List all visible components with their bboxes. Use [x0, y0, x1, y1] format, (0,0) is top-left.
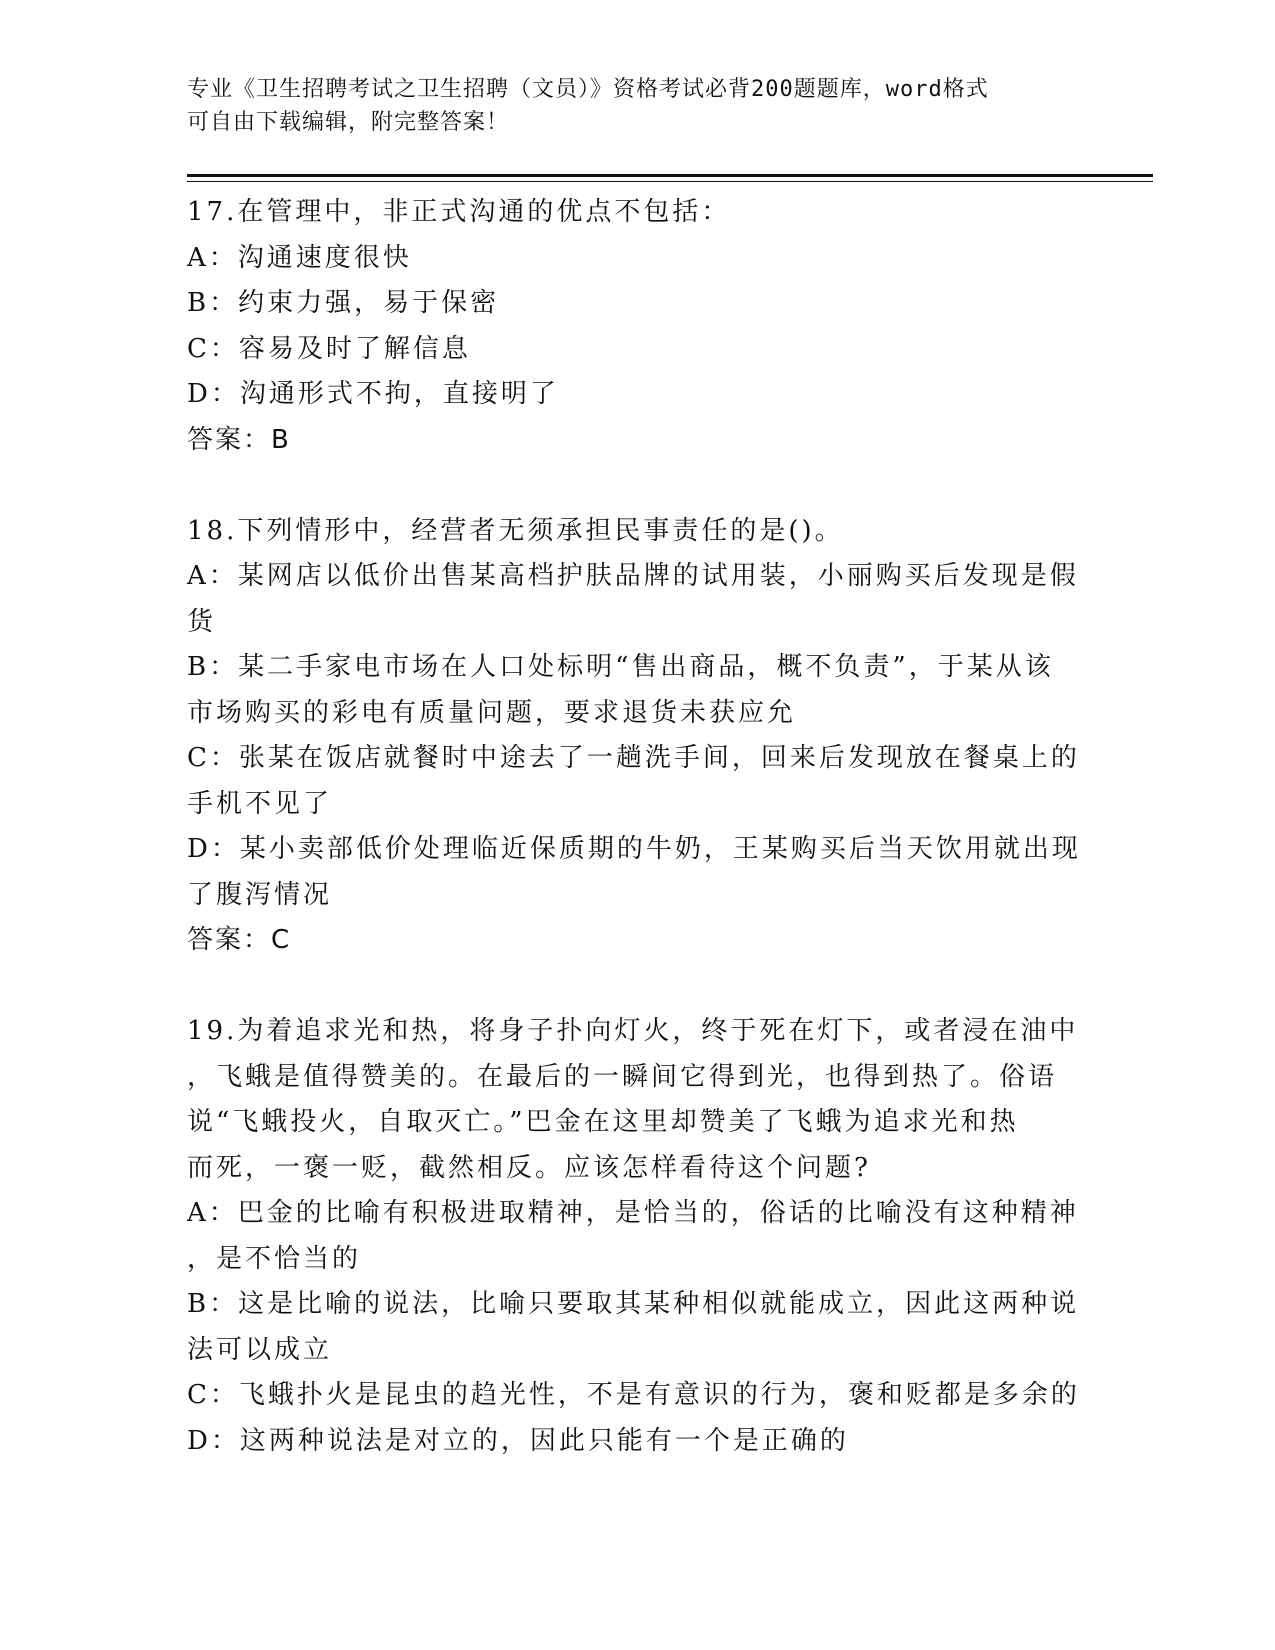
- question-18: [187, 509, 1087, 964]
- header-divider-thin: [187, 181, 1153, 182]
- option-c-continued: 手机不见了: [187, 788, 333, 819]
- option-a-continued: 货: [187, 606, 217, 637]
- header-line-2: 可自由下载编辑，附完整答案！: [187, 110, 510, 135]
- question-stem-continued: 而死，一褒一贬，截然相反。应该怎样看待这个问题?: [187, 1152, 871, 1183]
- option-d: D：某小卖部低价处理临近保质期的牛奶，王某购买后当天饮用就出现: [187, 834, 1081, 864]
- option-c: C：张某在饭店就餐时中途去了一趟洗手间，回来后发现放在餐桌上的: [187, 743, 1080, 773]
- option-c: C：容易及时了解信息: [187, 333, 471, 364]
- option-d: D：沟通形式不拘，直接明了: [187, 379, 559, 409]
- header-divider-thick: [187, 174, 1153, 177]
- question-stem: 17.在管理中，非正式沟通的优点不包括：: [187, 197, 731, 227]
- question-list: [187, 190, 1087, 1464]
- option-b: B：某二手家电市场在人口处标明“售出商品，概不负责”，于某从该: [187, 652, 1054, 682]
- option-a: A：巴金的比喻有积极进取精神，是恰当的，俗话的比喻没有这种精神: [187, 1198, 1079, 1228]
- question-stem-continued: 说“飞蛾投火，自取灭亡。”巴金在这里却赞美了飞蛾为追求光和热: [187, 1107, 1019, 1137]
- answer-label: 答案：B: [187, 424, 291, 455]
- option-a-continued: ，是不恰当的: [187, 1243, 362, 1274]
- answer-label: 答案：C: [187, 925, 292, 955]
- question-19: [187, 1009, 1087, 1464]
- question-stem: 19.为着追求光和热，将身子扑向灯火，终于死在灯下，或者浸在油中: [187, 1016, 1079, 1046]
- option-b: B：这是比喻的说法，比喻只要取其某种相似就能成立，因此这两种说: [187, 1289, 1080, 1319]
- option-c: C：飞蛾扑火是昆虫的趋光性，不是有意识的行为，褒和贬都是多余的: [187, 1380, 1080, 1410]
- option-a: A：沟通速度很快: [187, 242, 412, 273]
- question-17: [187, 190, 1087, 463]
- option-d-continued: 了腹泻情况: [187, 879, 333, 910]
- question-spacer: [187, 463, 1087, 509]
- question-spacer: [187, 964, 1087, 1010]
- option-d: D：这两种说法是对立的，因此只能有一个是正确的: [187, 1425, 849, 1456]
- question-stem: 18.下列情形中，经营者无须承担民事责任的是()。: [187, 515, 844, 546]
- header-line-1: 专业《卫生招聘考试之卫生招聘（文员）》资格考试必背200题题库，word格式: [187, 77, 989, 102]
- document-header: [187, 73, 1067, 139]
- option-b: B：约束力强，易于保密: [187, 288, 500, 318]
- option-a: A：某网店以低价出售某高档护肤品牌的试用装，小丽购买后发现是假: [187, 561, 1079, 591]
- question-stem-continued: ，飞蛾是值得赞美的。在最后的一瞬间它得到光，也得到热了。俗语: [187, 1061, 1058, 1092]
- option-b-continued: 市场购买的彩电有质量问题，要求退货未获应允: [187, 697, 797, 728]
- option-b-continued: 法可以成立: [187, 1334, 333, 1365]
